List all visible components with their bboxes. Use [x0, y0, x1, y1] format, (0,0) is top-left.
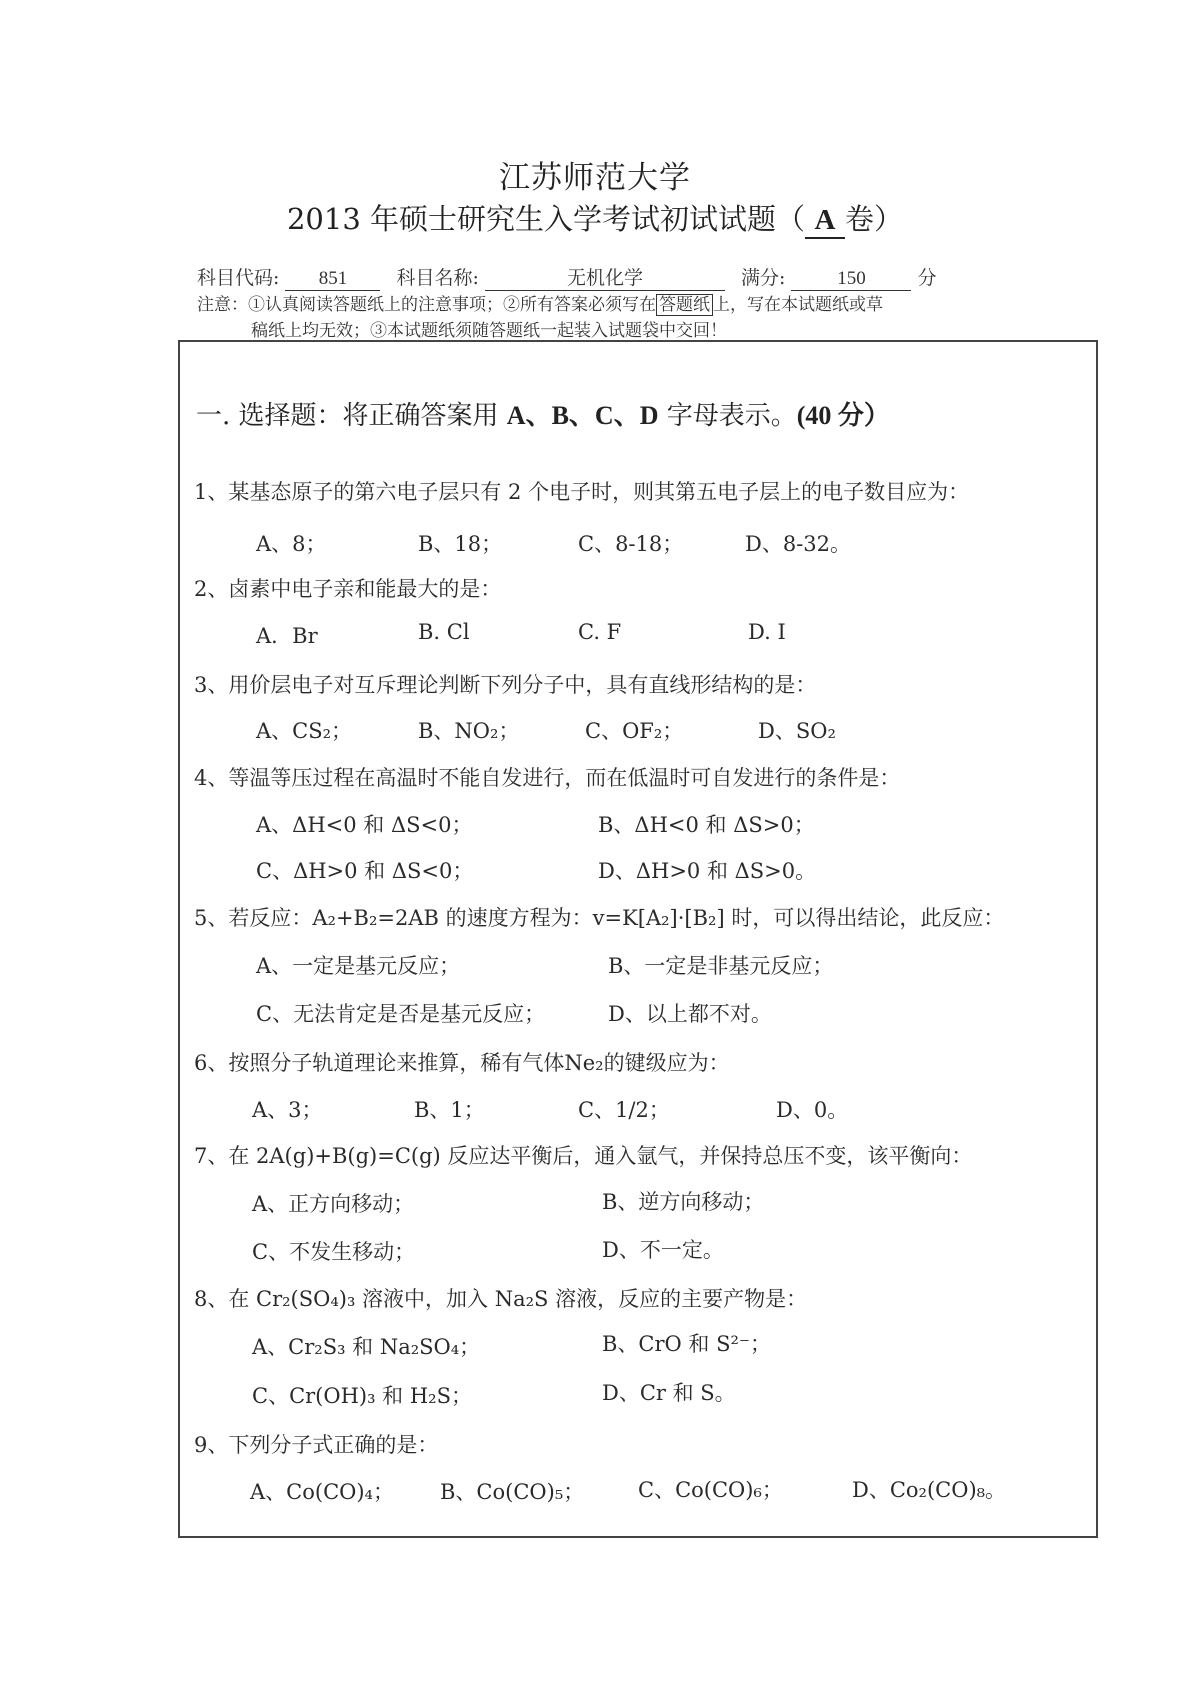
notice-block	[197, 292, 883, 344]
q7-option-a: A、正方向移动；	[252, 1192, 415, 1216]
full-score-unit: 分	[917, 267, 937, 289]
notice-text-b: 上，写在本试题纸或草	[713, 295, 883, 315]
university-name: 江苏师范大学	[499, 160, 691, 196]
subject-name-label: 科目名称:	[396, 267, 479, 289]
exam-title	[0, 197, 1190, 239]
q1-option-a: A、8；	[256, 532, 327, 556]
q9-option-d: D、Co₂(CO)₈。	[852, 1478, 1007, 1502]
q5-option-c: C、无法肯定是否是基元反应；	[256, 1002, 546, 1026]
full-score-value: 150	[791, 268, 911, 291]
question-4: 4、等温等压过程在高温时不能自发进行，而在低温时可自发进行的条件是：	[194, 766, 901, 790]
question-6: 6、按照分子轨道理论来推算，稀有气体Ne₂的键级应为：	[194, 1051, 730, 1075]
q6-option-d: D、0。	[776, 1098, 849, 1122]
q7-option-d: D、不一定。	[602, 1238, 724, 1262]
subject-meta-row	[197, 263, 937, 291]
q5-option-d: D、以上都不对。	[608, 1002, 772, 1026]
q9-option-c: C、Co(CO)₆；	[638, 1478, 783, 1502]
q4-option-a: A、ΔH<0 和 ΔS<0；	[256, 813, 473, 837]
q6-option-a: A、3；	[252, 1098, 323, 1122]
section-heading-letters: A、B、C、D	[506, 401, 659, 430]
q4-option-b: B、ΔH<0 和 ΔS>0；	[598, 813, 815, 837]
q8-option-a: A、Cr₂S₃ 和 Na₂SO₄；	[252, 1335, 481, 1359]
q8-option-b: B、CrO 和 S²⁻；	[602, 1332, 771, 1356]
q6-option-c: C、1/2；	[578, 1098, 670, 1122]
q3-option-c: C、OF₂；	[585, 719, 684, 743]
q8-option-d: D、Cr 和 S。	[602, 1381, 736, 1405]
notice-boxed-term: 答题纸	[656, 294, 713, 316]
q9-option-a: A、Co(CO)₄；	[250, 1480, 394, 1504]
section-heading	[196, 395, 890, 432]
paper-version: A	[805, 205, 845, 239]
q4-option-c: C、ΔH>0 和 ΔS<0；	[256, 859, 474, 883]
notice-text-a: 注意：①认真阅读答题纸上的注意事项；②所有答案必须写在	[197, 295, 656, 315]
section-heading-score: (40 分）	[796, 401, 890, 430]
subject-code-label: 科目代码:	[197, 267, 280, 289]
q3-option-a: A、CS₂；	[256, 719, 353, 743]
notice-line-1	[197, 292, 883, 318]
q3-option-b: B、NO₂；	[418, 719, 520, 743]
question-3: 3、用价层电子对互斥理论判断下列分子中，具有直线形结构的是：	[194, 673, 817, 697]
question-8: 8、在 Cr₂(SO₄)₃ 溶液中，加入 Na₂S 溶液，反应的主要产物是：	[194, 1287, 808, 1311]
subject-code-value: 851	[285, 268, 380, 291]
question-7: 7、在 2A(g)+B(g)=C(g) 反应达平衡后，通入氩气，并保持总压不变，该平衡向：	[194, 1144, 973, 1168]
q2-option-b: B. Cl	[418, 620, 470, 644]
q1-option-d: D、8-32。	[745, 532, 852, 556]
question-1: 1、某基态原子的第六电子层只有 2 个电子时，则其第五电子层上的电子数目应为：	[194, 480, 970, 504]
q6-option-b: B、1；	[414, 1098, 485, 1122]
q4-option-d: D、ΔH>0 和 ΔS>0。	[598, 859, 817, 883]
section-heading-text: 一. 选择题：将正确答案用	[196, 401, 507, 431]
subject-name-value: 无机化学	[485, 263, 725, 291]
q5-option-a: A、一定是基元反应；	[256, 954, 461, 978]
q1-option-b: B、18；	[418, 532, 503, 556]
q2-option-c: C. F	[578, 620, 622, 644]
notice-line-2: 稿纸上均无效；③本试题纸须随答题纸一起装入试题袋中交回！	[251, 321, 727, 341]
q7-option-b: B、逆方向移动；	[602, 1190, 765, 1214]
section-heading-text-2: 字母表示。	[658, 401, 797, 431]
q7-option-c: C、不发生移动；	[252, 1240, 416, 1264]
q2-option-d: D. I	[748, 620, 786, 644]
q3-option-d: D、SO₂	[758, 719, 836, 743]
full-score-label: 满分:	[741, 267, 786, 289]
question-5: 5、若反应：A₂+B₂=2AB 的速度方程为：v=K[A₂]·[B₂] 时，可以得出结论，此反应：	[194, 906, 1005, 930]
q1-option-c: C、8-18；	[578, 532, 684, 556]
question-2: 2、卤素中电子亲和能最大的是：	[194, 577, 502, 601]
question-9: 9、下列分子式正确的是：	[194, 1433, 439, 1457]
title-prefix: 2013 年硕士研究生入学考试初试试题（	[286, 202, 805, 236]
q2-option-a: A．Br	[256, 624, 318, 648]
q8-option-c: C、Cr(OH)₃ 和 H₂S；	[252, 1384, 472, 1408]
title-suffix: 卷）	[845, 202, 904, 236]
q5-option-b: B、一定是非基元反应；	[608, 954, 834, 978]
q9-option-b: B、Co(CO)₅；	[440, 1480, 585, 1504]
